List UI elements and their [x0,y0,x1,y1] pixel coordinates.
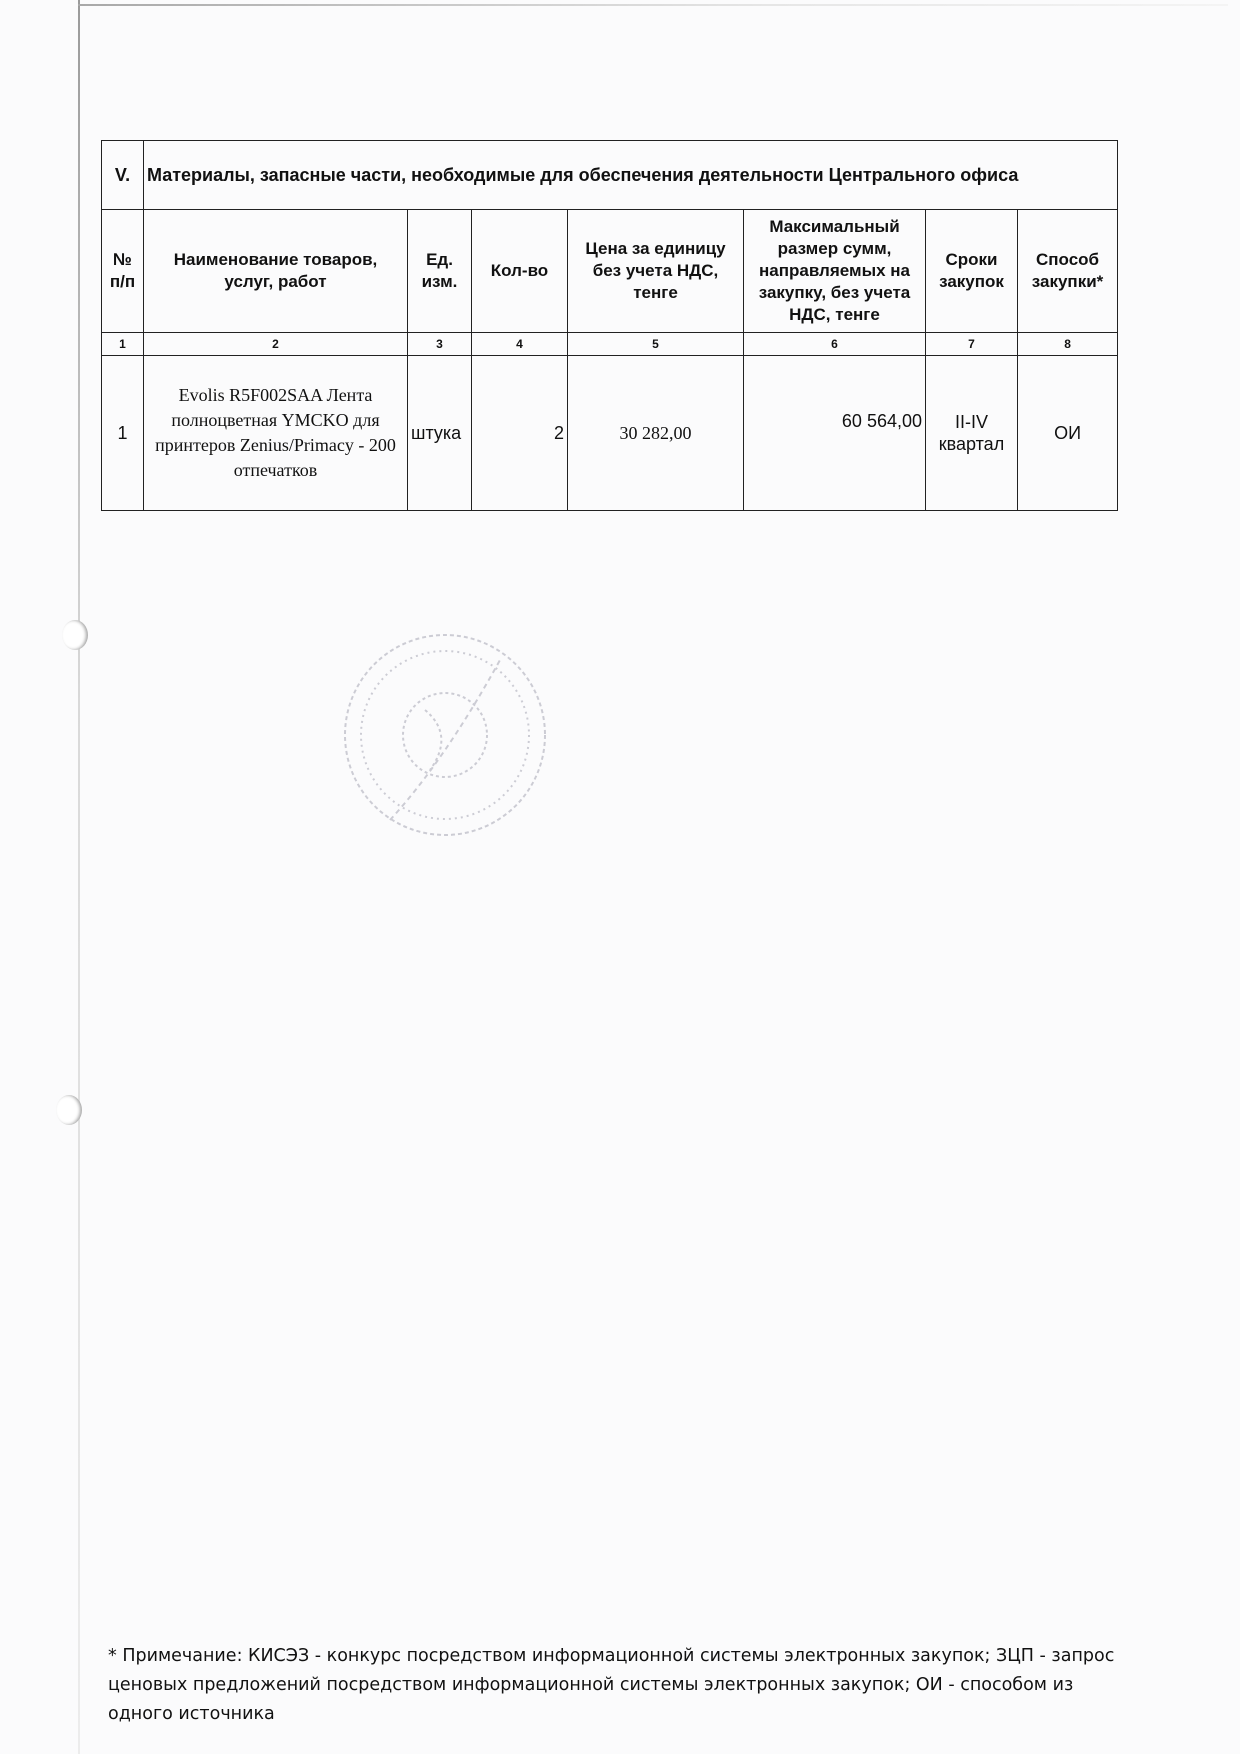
header-price: Цена за единицу без учета НДС, тенге [568,210,744,333]
column-numbers-row [102,333,1118,356]
punch-hole-icon [56,1095,82,1125]
column-number: 5 [568,333,744,356]
column-number: 6 [744,333,926,356]
scan-edge-top [78,4,1228,6]
header-total: Максимальный размер сумм, направляемых на закупку, без учета НДС, тенге [744,210,926,333]
procurement-table [101,140,1118,511]
header-row [102,210,1118,333]
row-number: 1 [102,356,144,511]
header-qty: Кол-во [472,210,568,333]
scan-edge-left [78,0,80,1754]
header-term: Сроки закупок [926,210,1018,333]
section-title: Материалы, запасные части, необходимые для обеспечения деятельности Центрального офиса [144,141,1118,210]
column-number: 4 [472,333,568,356]
column-number: 1 [102,333,144,356]
item-method: ОИ [1018,356,1118,511]
item-name: Evolis R5F002SAA Лента полноцветная YMCKO для принтеров Zenius/Primacy - 200 отпечатков [144,356,408,511]
table-row [102,356,1118,511]
column-number: 3 [408,333,472,356]
footnote: * Примечание: КИСЭЗ - конкурс посредством информационной системы электронных закупок; ЗЦП - запрос ценовых предложений посредством информационной системы электронных закупок; ОИ - способом из одного источника [108,1646,1115,1724]
header-unit: Ед. изм. [408,210,472,333]
item-unit: штука [408,356,472,511]
column-number: 8 [1018,333,1118,356]
header-name: Наименование товаров, услуг, работ [144,210,408,333]
section-number: V. [102,141,144,210]
item-total: 60 564,00 [841,410,922,431]
header-num: № п/п [102,210,144,333]
item-quantity: 2 [472,356,568,511]
item-term: II-IV квартал [926,356,1018,511]
column-number: 2 [144,333,408,356]
official-seal-stamp-icon [330,620,560,850]
item-total-cell [744,356,926,511]
header-method: Способ закупки* [1018,210,1118,333]
item-unit-price: 30 282,00 [568,356,744,511]
section-row [102,141,1118,210]
punch-hole-icon [62,620,88,650]
column-number: 7 [926,333,1018,356]
